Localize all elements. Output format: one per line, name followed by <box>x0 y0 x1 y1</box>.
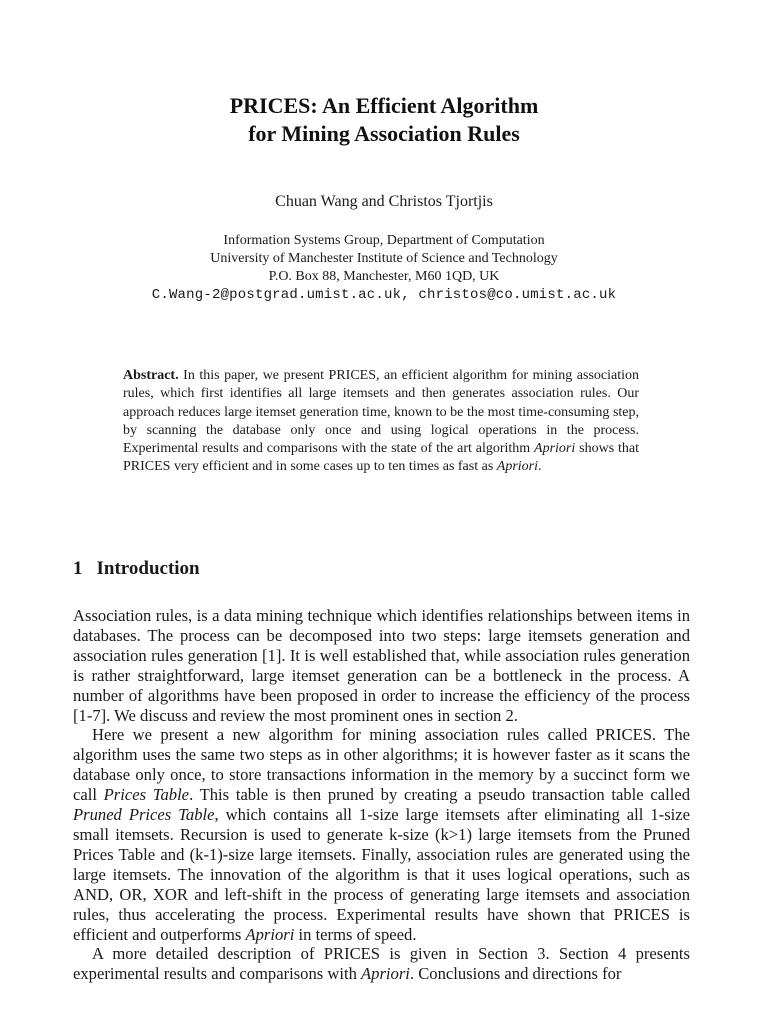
abstract-label: Abstract. <box>123 368 179 383</box>
section-number: 1 <box>73 558 83 579</box>
abstract-text-b: shows that PRICES very efficient and in some cases up to ten times as fast as <box>123 441 640 475</box>
paper-title <box>0 92 768 148</box>
affiliation-line-3: P.O. Box 88, Manchester, M60 1QD, UK <box>268 269 500 284</box>
p2-text-a: Here we present a new algorithm for mining association rules called PRICES. The algorithm uses the same two steps as in other algorithms; it is however faster as it scans the database only once, to store transactions information in the memory by a succinct form we call <box>73 725 690 805</box>
p2-text-d: in terms of speed. <box>294 924 417 944</box>
p3-apriori: Apriori <box>361 964 410 984</box>
abstract <box>123 367 639 477</box>
title-line-2: for Mining Association Rules <box>248 121 520 146</box>
p3-text-a: A more detailed description of PRICES is given in Section 3. Section 4 presents experimental results and comparisons with <box>73 944 690 984</box>
abstract-apriori-2: Apriori <box>496 459 539 475</box>
affiliation-block <box>0 232 768 304</box>
p2-text-c: , which contains all 1-size large itemsets after eliminating all 1-size small itemsets. Recursion is used to generate k-size (k>1) large itemsets from the Pruned Prices Table and (k-1)-size large itemsets. Finally, association rules are generated using the large itemsets. The innovation of the algorithm is that it uses logical operations, such as AND, OR, XOR and left-shift in the process of generating large itemsets and association rules, thus accelerating the process. Experimental results have shown that PRICES is efficient and outperforms <box>73 805 691 944</box>
intro-paragraph-3 <box>73 944 690 984</box>
title-line-1: PRICES: An Efficient Algorithm <box>229 93 539 118</box>
p2-text-b: . This table is then pruned by creating a pseudo transaction table called <box>189 785 690 805</box>
abstract-text-c: . <box>538 459 542 475</box>
affiliation-line-1: Information Systems Group, Department of Computation <box>223 233 545 248</box>
abstract-text-a: In this paper, we present PRICES, an efficient algorithm for mining association rules, which first identifies all large itemsets and then generates association rules. Our approach reduces large itemset generation time, known to be the most time-consuming step, by scanning the database only once and using logical operations in the process. Experimental results and comparisons with the state of the art algorithm <box>123 368 639 457</box>
p2-apriori: Apriori <box>245 924 295 944</box>
section-heading-introduction <box>73 557 200 581</box>
authors: Chuan Wang and Christos Tjortjis <box>275 193 493 210</box>
abstract-apriori-1: Apriori <box>534 441 576 457</box>
section-title: Introduction <box>96 558 200 579</box>
p2-pruned-prices-table: Pruned Prices Table <box>73 805 215 825</box>
introduction-body <box>73 606 690 984</box>
intro-paragraph-2 <box>73 725 690 944</box>
intro-paragraph-1: Association rules, is a data mining technique which identifies relationships between items in databases. The process can be decomposed into two steps: large itemsets generation and association rules generation [1]. It is well established that, while association rules generation is rather straightforward, large itemset generation can be a bottleneck in the process. A number of algorithms have been proposed in order to increase the efficiency of the process [1-7]. We discuss and review the most prominent ones in section 2. <box>73 606 690 725</box>
affiliation-line-2: University of Manchester Institute of Science and Technology <box>210 251 558 266</box>
p2-prices-table: Prices Table <box>103 785 190 805</box>
email-addresses: C.Wang-2@postgrad.umist.ac.uk, christos@co.umist.ac.uk <box>151 287 617 303</box>
p3-text-b: . Conclusions and directions for <box>409 964 622 984</box>
